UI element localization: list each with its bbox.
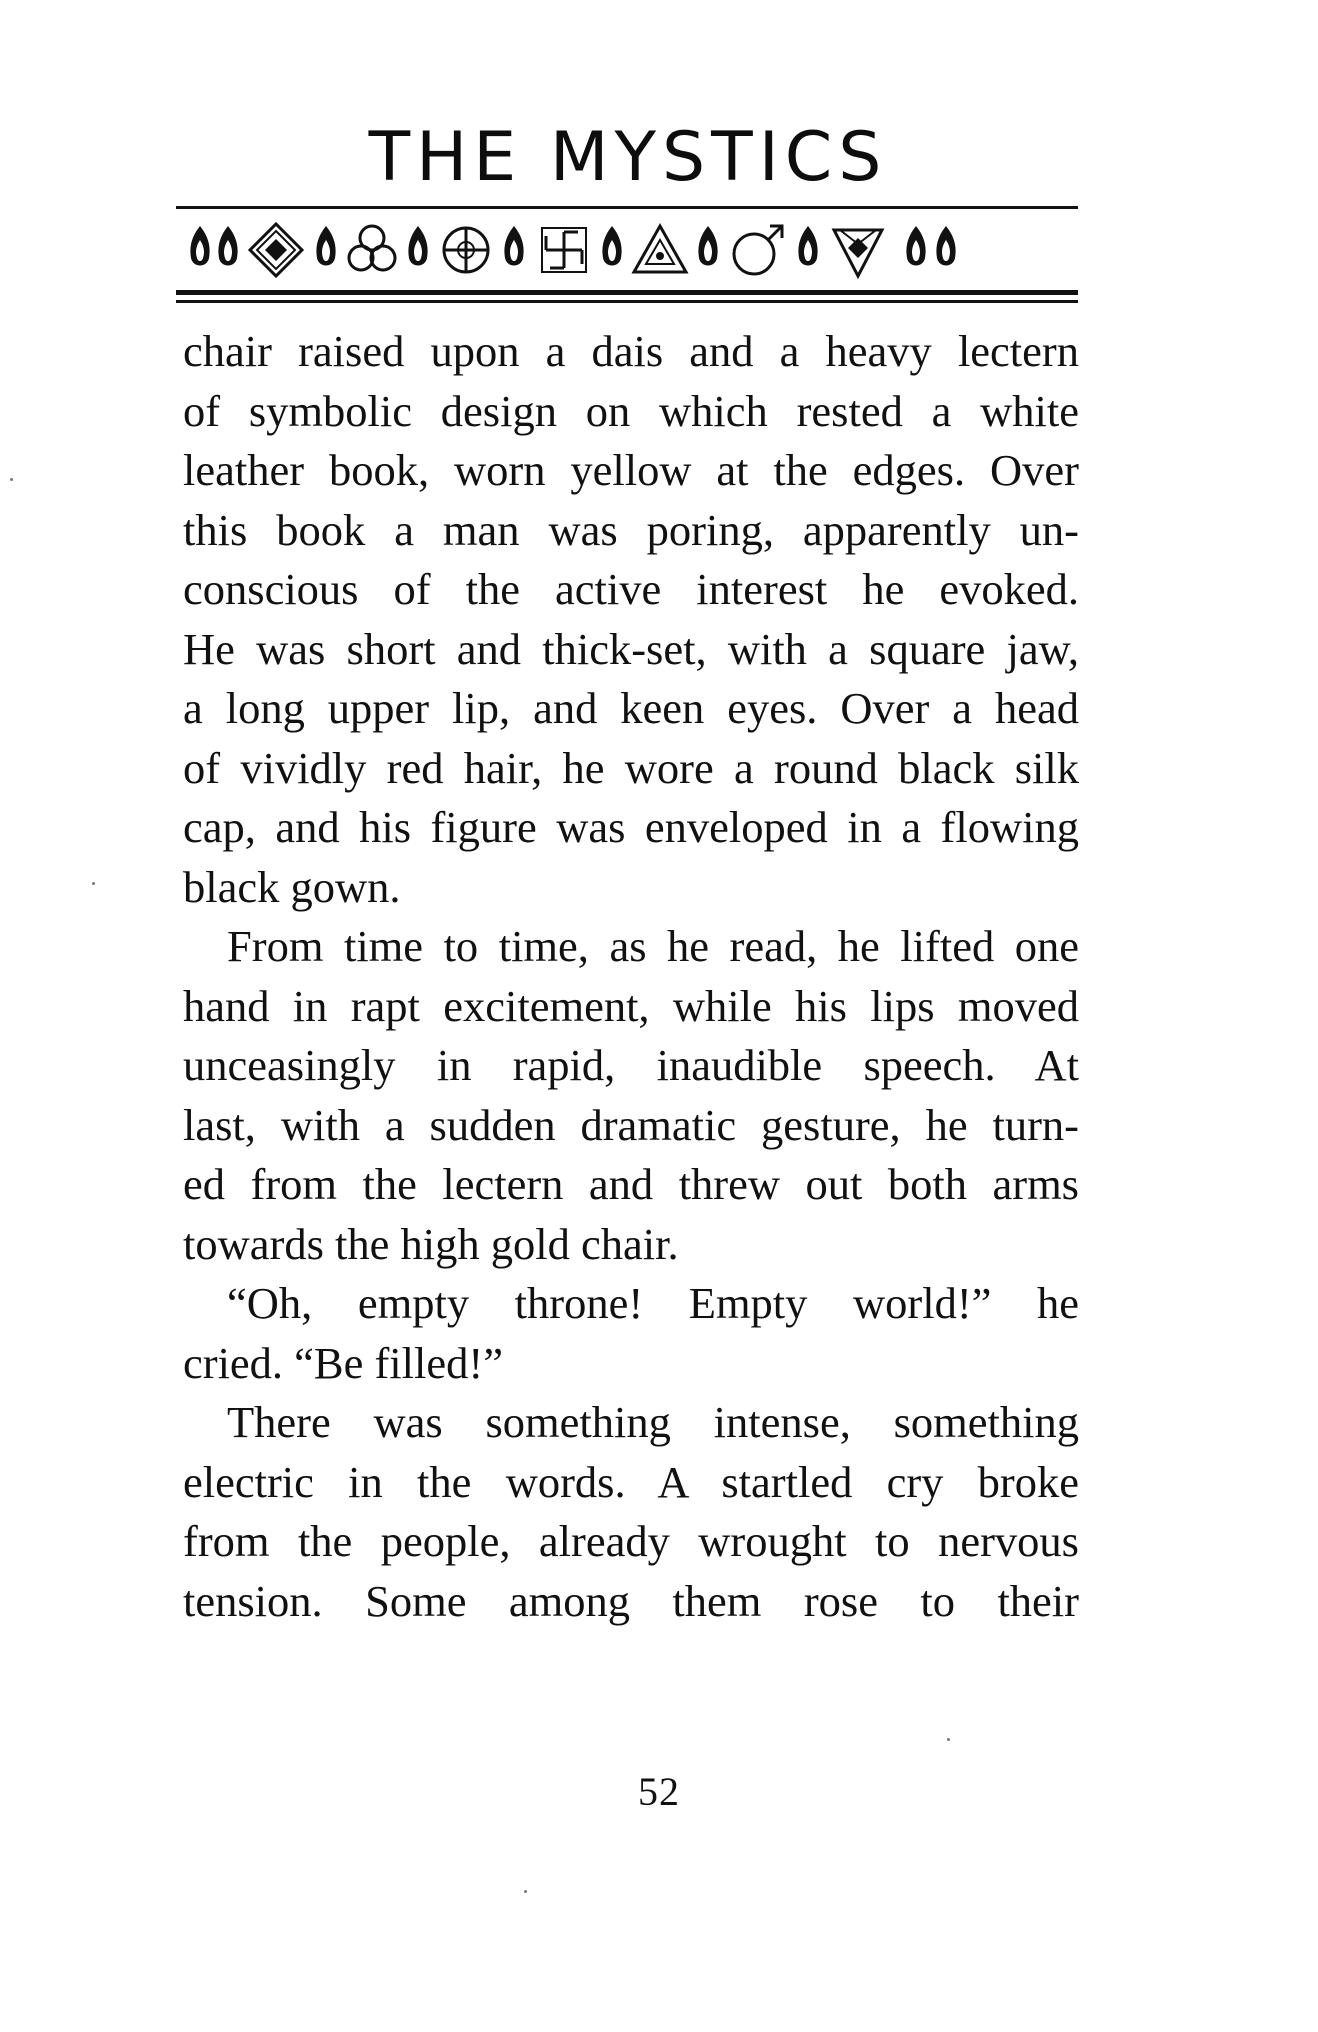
text-line: chair raised upon a dais and a heavy lectern — [183, 326, 1079, 376]
text-line: conscious of the active interest he evoked. — [183, 564, 1079, 614]
rule-top — [176, 206, 1078, 209]
text-line: this book a man was poring, apparently un- — [183, 504, 1079, 555]
text-line: “Oh, empty throne! Empty world!” he — [227, 1278, 1079, 1328]
text-line: From time to time, as he read, he lifted one — [227, 921, 1079, 971]
shield-diamond-icon — [834, 230, 882, 276]
running-head: THE MYSTICS — [368, 118, 888, 197]
text-line: electric in the words. A startled cry broke — [183, 1456, 1079, 1507]
flame-icon — [218, 226, 237, 266]
text-line: cried. “Be filled!” — [183, 1337, 503, 1388]
text-line: last, with a sudden dramatic gesture, he turn- — [183, 1099, 1079, 1150]
rule-bottom-thin — [176, 300, 1078, 303]
text-line: There was something intense, something — [227, 1397, 1079, 1447]
scan-speck — [92, 882, 95, 885]
cross-circle-icon — [444, 228, 488, 272]
scan-speck — [947, 1738, 950, 1741]
page-number: 52 — [638, 1769, 680, 1814]
rule-bottom-thick — [176, 290, 1078, 295]
ornament-band — [176, 212, 1078, 284]
mars-icon — [734, 226, 782, 274]
text-line: of vividly red hair, he wore a round black silk — [183, 742, 1079, 793]
knot-icon — [349, 226, 395, 270]
text-line: of symbolic design on which rested a white — [183, 385, 1079, 436]
text-line: black gown. — [183, 861, 401, 912]
text-line: tension. Some among them rose to their — [183, 1575, 1079, 1626]
text-line: towards the high gold chair. — [183, 1218, 679, 1269]
flame-icon — [906, 226, 925, 266]
flame-icon — [190, 226, 209, 266]
swastika-icon — [542, 228, 586, 272]
diamond-icon — [250, 224, 302, 276]
flame-icon — [798, 226, 817, 266]
triangle-eye-icon — [634, 226, 686, 272]
text-line: unceasingly in rapid, inaudible speech. At — [183, 1040, 1079, 1090]
ornament-svg — [176, 212, 1078, 284]
text-line: leather book, worn yellow at the edges. Over — [183, 445, 1079, 495]
scan-speck — [524, 1890, 527, 1893]
flame-icon — [936, 226, 955, 266]
text-line: a long upper lip, and keen eyes. Over a head — [183, 683, 1079, 733]
flame-icon — [698, 226, 717, 266]
flame-icon — [316, 226, 335, 266]
text-line: from the people, already wrought to nervous — [183, 1516, 1079, 1566]
body-text — [183, 322, 1079, 1631]
flame-icon — [408, 226, 427, 266]
text-line: hand in rapt excitement, while his lips moved — [183, 980, 1079, 1031]
scan-speck — [10, 478, 13, 481]
flame-icon — [602, 226, 621, 266]
text-line: cap, and his figure was enveloped in a flowing — [183, 802, 1079, 852]
text-line: He was short and thick-set, with a square jaw, — [183, 623, 1079, 674]
text-line: ed from the lectern and threw out both arms — [183, 1159, 1079, 1209]
flame-icon — [504, 226, 523, 266]
